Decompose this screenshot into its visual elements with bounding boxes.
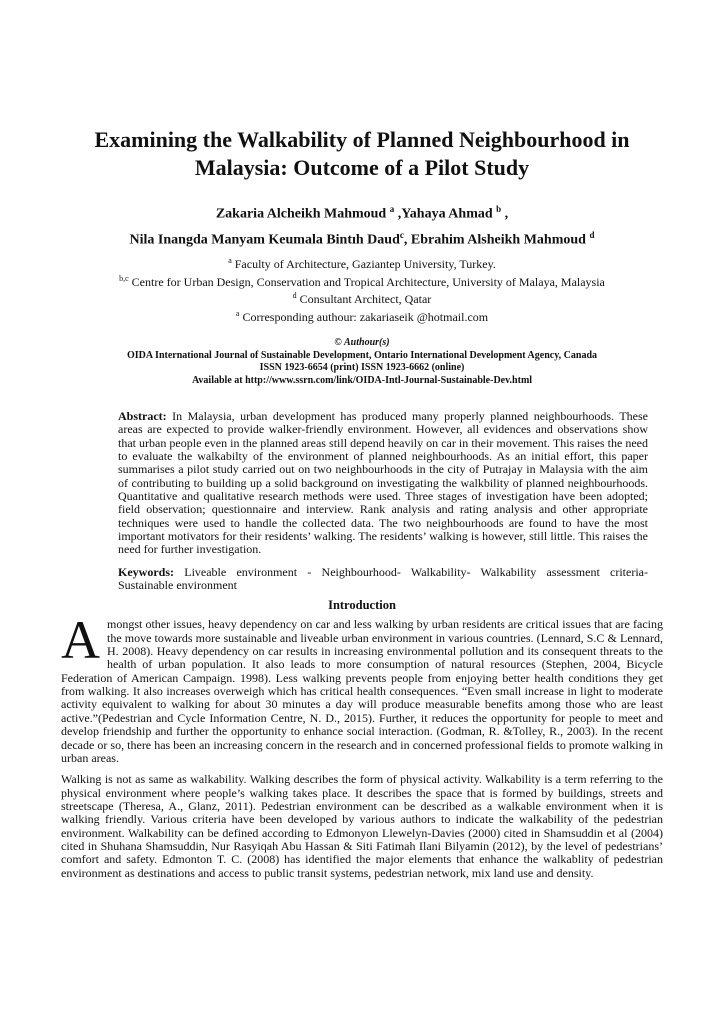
introduction-heading: Introduction	[328, 598, 396, 613]
author-name: ,Yahaya Ahmad	[394, 206, 497, 222]
introduction-paragraph-1	[61, 610, 663, 765]
abstract-text: In Malaysia, urban development has produced many properly planned neighbourhoods. These areas are expected to provide walker-friendly environment. However, all evidences and observations show that urban people even in the planned areas still depend heavily on car in their movement. This raises the need to evaluate the walkabilty of the environment of planned neighbourhoods. As an initial effort, this paper summarises a pilot study carried out on two neighbourhoods in the city of Putrajay in Malaysia with the aim of contributing to building up a solid background on investigating the walkbility of planned neighbourhoods. Quantitative and qualitative research methods were used. Three stages of investigation have been adopted; field observation; questionnaire and interview. Rank analysis and rating analysis and other appropriate techniques were used to handle the collected data. The two neighbourhoods are found to have the most important motivators for their residents’ walking. The residents’ walking is however, still little. This raises the need for further investigation.	[118, 408, 649, 557]
author-affil-mark: d	[589, 229, 595, 240]
journal-line: OIDA International Journal of Sustainable Development, Ontario International Development Agency, Canada	[126, 349, 598, 361]
author-separator: ,	[501, 206, 509, 222]
corresponding-author-text: Corresponding authour: zakariaseik @hotmail.com	[242, 309, 489, 324]
affiliation-mark: a	[235, 308, 240, 318]
copyright-line: © Authour(s)	[334, 337, 390, 349]
author-affil-mark: c	[399, 229, 404, 240]
drop-cap: A	[61, 610, 100, 671]
abstract-section	[118, 410, 648, 557]
affiliation-list	[61, 254, 663, 324]
affiliation-line	[61, 254, 663, 272]
keywords-section	[118, 566, 648, 593]
author-list	[61, 199, 663, 250]
affiliation-text: Centre for Urban Design, Conservation and Tropical Architecture, University of Malaya, Malaysia	[131, 274, 605, 289]
affiliation-text: Consultant Architect, Qatar	[299, 292, 432, 307]
affiliation-mark: b,c	[119, 273, 129, 283]
issn-line: ISSN 1923-6654 (print) ISSN 1923-6662 (online)	[259, 362, 465, 374]
availability-line: Available at http://www.ssrn.com/link/OIDA-Intl-Journal-Sustainable-Dev.html	[191, 374, 533, 386]
author-line-1	[61, 199, 663, 225]
author-name: , Ebrahim Alsheikh Mahmoud	[403, 232, 590, 248]
corresponding-author-line	[61, 307, 663, 325]
publisher-block	[61, 337, 663, 387]
author-line-2	[61, 225, 663, 251]
author-affil-mark: a	[389, 204, 395, 214]
author-name: Zakaria Alcheikh Mahmoud	[215, 206, 390, 222]
paper-title: Examining the Walkability of Planned Neighbourhood in Malaysia: Outcome of a Pilot Study	[94, 127, 630, 180]
affiliation-line	[61, 272, 663, 290]
affiliation-line	[61, 289, 663, 307]
keywords-text: Liveable environment - Neighbourhood- Walkability- Walkability assessment criteria- Sustainable environment	[118, 564, 648, 593]
affiliation-mark: a	[228, 256, 232, 266]
author-name: Nila Inangda Manyam Keumala Bintıh Daud	[129, 232, 400, 248]
affiliation-mark: d	[292, 291, 297, 301]
affiliation-text: Faculty of Architecture, Gaziantep University, Turkey.	[234, 257, 496, 272]
abstract-label: Abstract:	[118, 408, 167, 423]
author-affil-mark: b	[496, 204, 502, 214]
keywords-label: Keywords:	[118, 564, 174, 579]
introduction-paragraph-1-text: mongst other issues, heavy dependency on car and less walking by urban residents are critical issues that are facing the move towards more sustainable and liveable urban environment in various countries. (Lennard, S.C & Lennard, H. 2008). Heavy dependency on car results in increasing environmental pollution and its consequent threats to the health of urban population. It also leads to more consumption of natural resources (Stephen, 2004, Bicycle Federation of American Campaign. 1998). Less walking prevents people from enjoying better health conditions they get from walking. It also increases overweigh which has critical health consequences. “Even small increase in light to moderate activity equivalent to walking for about 30 minutes a day will produce measurable benefits among those who are least active.”(Pedestrian and Cycle Information Centre, N. D., 2015). Further, it reduces the opportunity for people to meet and develop friendship and further the opportunity to enhance social interaction. (Godman, R. &Tolley, R., 2003). In the recent decade or so, there has been an increasing concern in the research and in concerned professional fields to promote walking in urban areas.	[61, 617, 663, 765]
introduction-paragraph-2: Walking is not as same as walkability. Walking describes the form of physical activity. Walkability is a term referring to the physical environment where people’s walking takes place. It describes the space that is formed by buildings, streets and streetscape (Theresa, A., Glanz, 2011). Pedestrian environment can be described as a walkable environment when it is walking friendly. Various criteria have been developed by various authors to indicate the walkability of the pedestrian environment. Walkability can be defined according to Edmonyon Llewelyn-Davies (2000) cited in Shamsuddin et al (2004) cited in Shuhana Shamsuddin, Nur Rasyiqah Abu Hassan & Siti Fatimah Ilani Bilyamin (2012), by the level of pedestrians’ comfort and safety. Edmonton T. C. (2008) has identified the major elements that enhance the walkablity of pedestrian environment as destinations and access to public transit systems, pedestrian network, mix land use and density.	[61, 772, 663, 880]
